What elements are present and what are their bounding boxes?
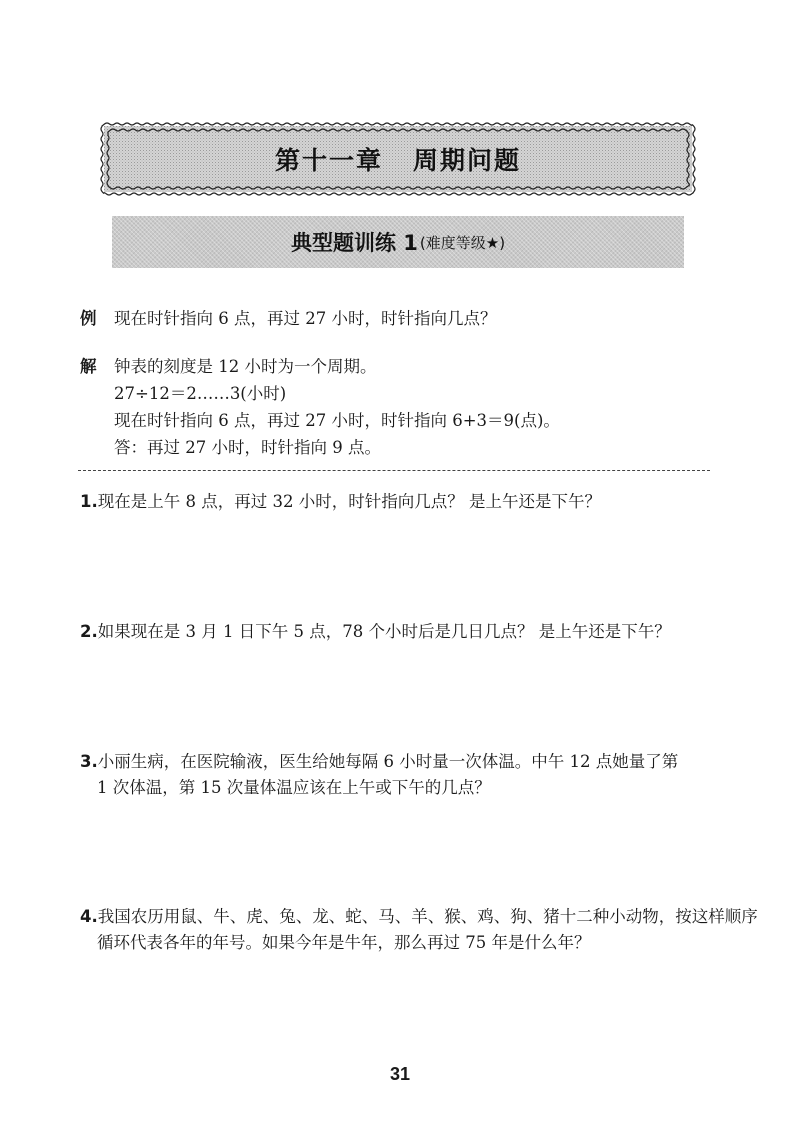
question-1 — [80, 490, 601, 514]
question-3 — [80, 750, 678, 774]
question-2 — [80, 620, 671, 644]
question-3-continued: 1 次体温，第 15 次量体温应该在上午或下午的几点？ — [97, 778, 491, 797]
question-text: 如果现在是 3 月 1 日下午 5 点，78 个小时后是几日几点？ 是上午还是下午？ — [97, 622, 671, 641]
question-4-continued: 循环代表各年的年号。如果今年是牛年，那么再过 75 年是什么年？ — [97, 933, 591, 952]
question-text: 现在是上午 8 点，再过 32 小时，时针指向几点？ 是上午还是下午？ — [97, 492, 601, 511]
solution-label: 解 — [80, 357, 97, 376]
chapter-name: 周期问题 — [413, 146, 522, 175]
example-label: 例 — [80, 309, 97, 328]
difficulty-label: (难度等级★) — [419, 233, 506, 252]
solution-line: 27÷12＝2……3(小时) — [114, 384, 287, 403]
question-number: 1. — [80, 492, 98, 511]
solution-line: 钟表的刻度是 12 小时为一个周期。 — [114, 357, 377, 376]
question-4 — [80, 905, 758, 929]
dashed-divider — [78, 470, 710, 471]
example-question: 现在时针指向 6 点，再过 27 小时，时针指向几点？ — [114, 309, 497, 328]
question-number: 3. — [80, 752, 98, 771]
solution-answer: 答：再过 27 小时，时针指向 9 点。 — [114, 438, 381, 457]
page-number: 31 — [389, 1064, 411, 1084]
question-text: 小丽生病，在医院输液，医生给她每隔 6 小时量一次体温。中午 12 点她量了第 — [97, 752, 679, 771]
question-number: 4. — [80, 907, 98, 926]
chapter-title — [98, 120, 698, 198]
section-title: 典型题训练 1 — [290, 231, 418, 255]
chapter-banner — [98, 120, 698, 198]
chapter-number: 第十一章 — [274, 146, 383, 175]
question-number: 2. — [80, 622, 98, 641]
section-header-bar — [112, 216, 684, 268]
question-text: 我国农历用鼠、牛、虎、兔、龙、蛇、马、羊、猴、鸡、狗、猪十二种小动物，按这样顺序 — [97, 907, 758, 926]
solution-line: 现在时针指向 6 点，再过 27 小时，时针指向 6+3＝9(点)。 — [114, 411, 560, 430]
